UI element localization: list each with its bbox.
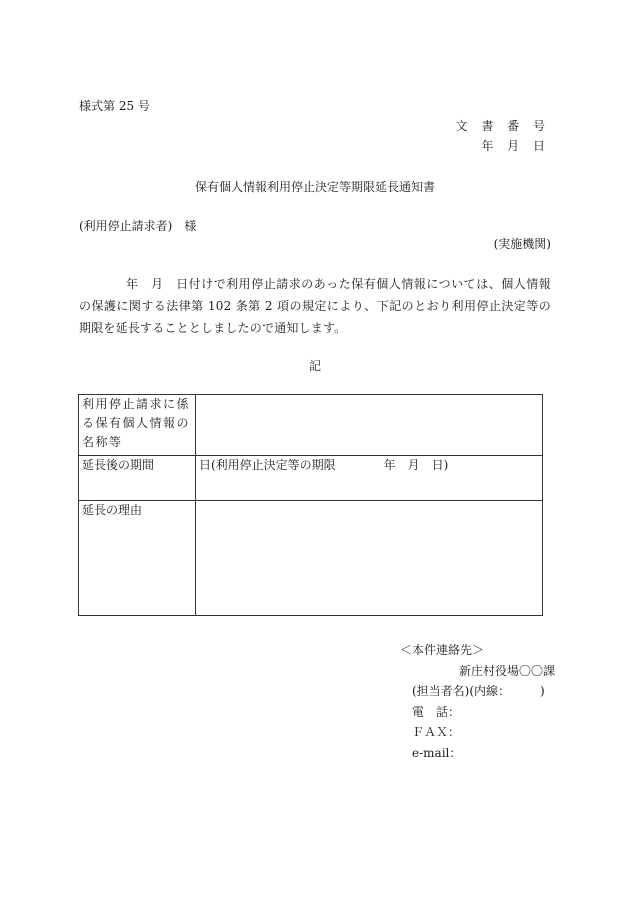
issuing-agency: (実施機関) bbox=[493, 237, 551, 251]
row-value-extended-period: 日(利用停止決定等の期限 年 月 日) bbox=[196, 456, 543, 501]
addressee: (利用停止請求者) 様 bbox=[79, 219, 197, 233]
contact-person: (担当者名)(内線： ) bbox=[412, 684, 545, 698]
document-number: 文 書 番 号 bbox=[455, 119, 550, 133]
contact-phone: 電 話： bbox=[412, 704, 461, 719]
details-table bbox=[78, 394, 543, 616]
contact-email: e-mail： bbox=[412, 745, 462, 760]
row-label-extended-period: 延長後の期間 bbox=[79, 456, 196, 501]
notice-body-text: 年 月 日付けで利用停止請求のあった保有個人情報については、個人情報の保護に関する法律第 102 条第 2 項の規定により、下記のとおり利用停止決定等の期限を延長することとしましたので通知します。 bbox=[79, 277, 551, 335]
row-value-info-name bbox=[196, 395, 543, 456]
contact-block bbox=[400, 640, 555, 763]
row-label-reason: 延長の理由 bbox=[79, 501, 196, 616]
table-row bbox=[79, 395, 543, 456]
document-date: 年 月 日 bbox=[481, 139, 550, 153]
form-number: 様式第 25 号 bbox=[79, 99, 150, 113]
table-row bbox=[79, 456, 543, 501]
contact-department: 新庄村役場〇〇課 bbox=[459, 663, 556, 678]
contact-heading: ＜本件連絡先＞ bbox=[400, 643, 485, 657]
notice-body bbox=[79, 273, 551, 339]
ki-heading: 記 bbox=[308, 359, 321, 373]
contact-fax: ＦＡＸ： bbox=[412, 725, 461, 739]
table-row bbox=[79, 501, 543, 616]
page-title: 保有個人情報利用停止決定等期限延長通知書 bbox=[194, 180, 435, 194]
row-value-reason bbox=[196, 501, 543, 616]
row-label-info-name: 利用停止請求に係る保有個人情報の名称等 bbox=[79, 395, 196, 456]
